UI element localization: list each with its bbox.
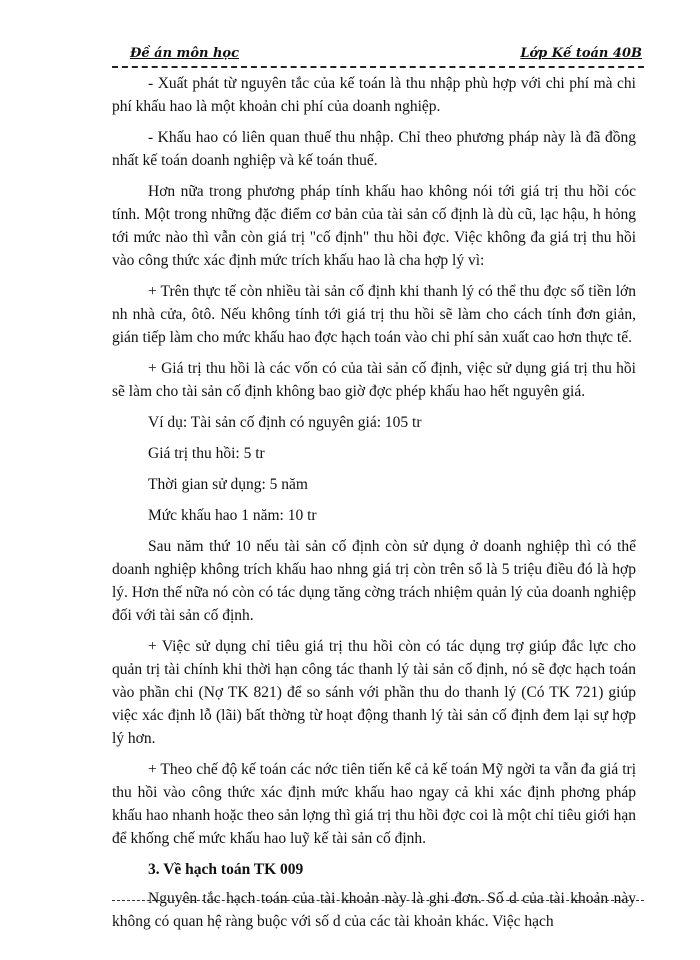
example-line: Mức khấu hao 1 năm: 10 tr bbox=[148, 507, 317, 524]
paragraph: Sau năm thứ 10 nếu tài sản cố định còn sử dụng ở doanh nghiệp thì có thể doanh nghiệp không trích khấu hao nhng giá trị còn trên sổ là 5 triệu điều đó là hợp lý. Hơn thế nữa nó còn có tác dụng tăng cờng trách nhiệm quản lý của doanh nghiệp đối với tài sản cố định. bbox=[112, 538, 636, 624]
paragraph: + Giá trị thu hồi là các vốn có của tài sản cố định, việc sử dụng giá trị thu hồi sẽ làm cho tài sản cố định không bao giờ đợc phép khấu hao hết nguyên giá. bbox=[112, 360, 636, 400]
example-line: Thời gian sử dụng: 5 năm bbox=[148, 476, 308, 493]
section-heading: 3. Về hạch toán TK 009 bbox=[148, 861, 304, 878]
header-course-title: Đề án môn học bbox=[130, 46, 240, 61]
paragraph: Hơn nữa trong phương pháp tính khấu hao không nói tới giá trị thu hồi cóc tính. Một trong những đặc điểm cơ bản của tài sản cố định là dù cũ, lạc hậu, h hỏng tới mức nào thì vẫn còn giá trị "cố định" thu hồi đợc. Việc không đa giá trị thu hồi vào công thức xác định mức trích khấu hao là cha hợp lý vì: bbox=[112, 183, 636, 269]
paragraph: + Theo chế độ kế toán các nớc tiên tiến kể cả kế toán Mỹ ngời ta vẫn đa giá trị thu hồi vào công thức xác định mức khấu hao ngay cả khi xác định phơng pháp khấu hao nhanh hoặc theo sản lợng thì giá trị thu hồi đợc coi là một chỉ tiêu giới hạn để khống chế mức khấu hao luỹ kế tài sản cố định. bbox=[112, 761, 636, 847]
page-footer-rule bbox=[112, 900, 644, 901]
header-class-name: Lớp Kế toán 40B bbox=[520, 46, 642, 61]
paragraph: + Việc sử dụng chỉ tiêu giá trị thu hồi còn có tác dụng trợ giúp đắc lực cho quản trị tài chính khi thời hạn công tác thanh lý tài sản cố định, nó sẽ đợc hạch toán vào phần chi (Nợ TK 821) để so sánh với phần thu do thanh lý (Có TK 721) giúp việc xác định lỗ (lãi) bất thờng từ hoạt động thanh lý tài sản cố định đem lại sự hợp lý hơn. bbox=[112, 638, 636, 747]
paragraph: - Khấu hao có liên quan thuế thu nhập. Chỉ theo phương pháp này là đã đồng nhất kế toán doanh nghiệp và kế toán thuế. bbox=[112, 129, 636, 169]
paragraph: - Xuất phát từ nguyên tắc của kế toán là thu nhập phù hợp với chi phí mà chi phí khấu hao là một khoản chi phí của doanh nghiệp. bbox=[112, 75, 636, 115]
paragraph: + Trên thực tế còn nhiều tài sản cố định khi thanh lý có thể thu đợc số tiền lớn nh nhà cửa, ôtô. Nếu không tính tới giá trị thu hồi sẽ làm cho cách tính đơn giản, gián tiếp làm cho mức khấu hao đợc hạch toán vào chi phí sản xuất cao hơn thực tế. bbox=[112, 283, 636, 346]
page-header bbox=[112, 44, 644, 68]
example-line: Ví dụ: Tài sản cố định có nguyên giá: 105 tr bbox=[148, 414, 422, 431]
paragraph: Nguyên tắc hạch toán của tài khoản này là ghi đơn. Số d của tài khoản này không có quan hệ ràng buộc với số d của các tài khoản khác. Việc hạch bbox=[112, 890, 636, 930]
document-body bbox=[112, 72, 636, 941]
example-line: Giá trị thu hồi: 5 tr bbox=[148, 445, 265, 462]
